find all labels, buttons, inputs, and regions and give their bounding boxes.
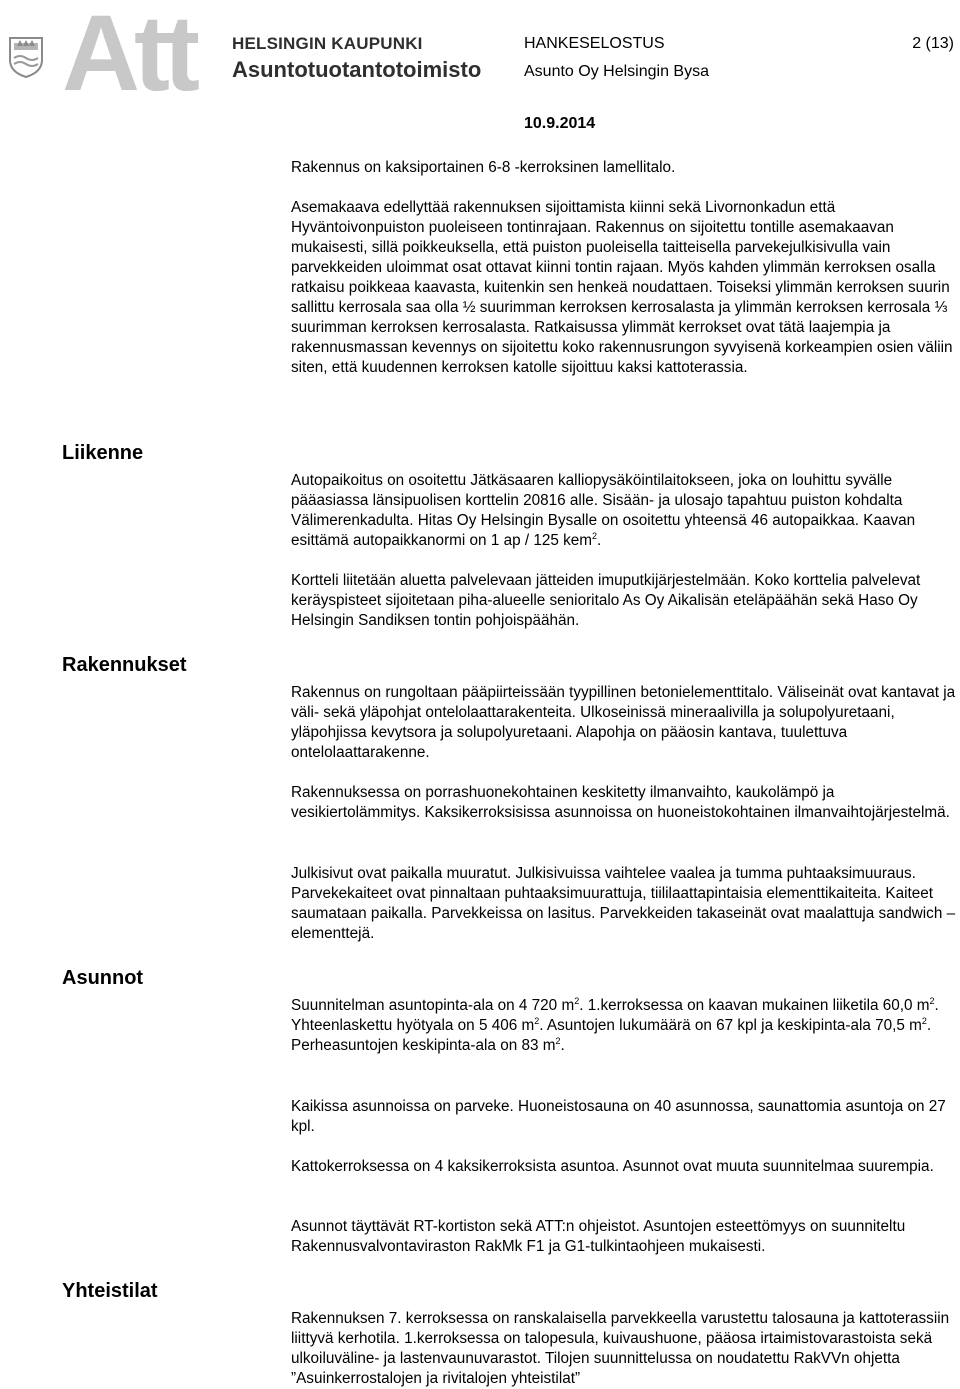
heading-asunnot: Asunnot — [62, 967, 144, 989]
page-number: 2 (13) — [912, 35, 954, 52]
document-date: 10.9.2014 — [524, 115, 596, 132]
helsinki-crest-icon — [8, 34, 44, 78]
asunnot-paragraph-1: Suunnitelman asuntopinta-ala on 4 720 $m^2$. 1.kerroksessa on kaavan mukainen liiketila 60,0 $m^2$. Yhteenlaskettu hyötyala on 5 406 $m^2$. Asuntojen lukumäärä on 67 kpl ja keskipinta-ala 70,5 $m^2$. Perheasuntojen keskipinta-ala on 83 $m^2$. — [291, 996, 939, 1054]
asunnot-paragraph-3: Kattokerroksessa on 4 kaksikerroksista asuntoa. Asunnot ovat muuta suunnitelmaa suurempia. — [291, 1158, 934, 1175]
heading-liikenne: Liikenne — [62, 442, 144, 464]
heading-yhteistilat: Yhteistilat — [62, 1280, 158, 1302]
att-logo-text: Att — [62, 4, 194, 100]
office-name: Asuntotuotantotoimisto — [232, 57, 482, 82]
document-type: HANKESELOSTUS — [524, 35, 665, 52]
liikenne-paragraph-1: Autopaikoitus on osoitettu Jätkäsaaren kalliopysäköintilaitokseen, joka on louhittu syvälle pääasiassa länsipuolisen korttelin 20816 alle. Sisään- ja ulosajo tapahtuu puiston kohdalta Välimerenkadulta. Hitas Oy Helsingin Bysalle on osoitettu yhteensä 46 autopaikkaa. Kaavan esittämä autopaikkanormi on 1 ap / 125 kem$^2$. — [291, 472, 916, 549]
att-logo — [60, 4, 230, 100]
liikenne-paragraph-2: Kortteli liitetään aluetta palvelevaan jätteiden imuputkijärjestelmään. Koko korttelia palvelevat keräyspisteet sijoitetaan piha-alueelle senioritalo As Oy Aikalisän eteläpäähän sekä Haso Oy Helsingin Sandiksen tontin pohjoispäähän. — [291, 572, 921, 629]
city-name: HELSINGIN KAUPUNKI — [232, 34, 423, 53]
company-name: Asunto Oy Helsingin Bysa — [524, 63, 709, 80]
rakennukset-paragraph-2: Rakennuksessa on porrashuonekohtainen keskitetty ilmanvaihto, kaukolämpö ja vesikiertolämmitys. Kaksikerroksisissa asunnoissa on huoneistokohtainen ilmanvaihtojärjestelmä. — [291, 784, 950, 821]
yhteistilat-paragraph-1: Rakennuksen 7. kerroksessa on ranskalaisella parvekkeella varustettu talosauna ja kattoterassiin liittyvä kerhotila. 1.kerroksessa on talopesula, kuivaushuone, pääosa irtaimistovarastoista sekä ulkoiluväline- ja lastenvaunuvarastot. Tilojen suunnittelussa on noudatettu RakVVn ohjetta ”Asuinkerrostalojen ja rivitalojen yhteistilat” — [291, 1310, 950, 1387]
asunnot-paragraph-2: Kaikissa asunnoissa on parveke. Huoneistosauna on 40 asunnossa, saunattomia asuntoja on 27 kpl. — [291, 1098, 946, 1135]
rakennukset-paragraph-3: Julkisivut ovat paikalla muuratut. Julkisivuissa vaihtelee vaalea ja tumma puhtaaksimuuraus. Parvekekaiteet ovat pinnaltaan puhtaaksimuurattuja, tiililaattapintaisia elementtikaiteita. Kaiteet saumataan paikalla. Parvekkeissa on lasitus. Parvekkeiden takaseinät ovat maalattuja sandwich –elementtejä. — [291, 865, 956, 942]
rakennukset-paragraph-1: Rakennus on rungoltaan pääpiirteissään tyypillinen betonielementtitalo. Väliseinät ovat kantavat ja väli- sekä yläpohjat ontelolaattarakenteita. Ulkoseinissä mineraalivilla ja solupolyuretaani, yläpohjissa kevytsora ja solupolyuretaani. Alapohja on pääosin kantava, tuulettuva ontelolaattarakenne. — [291, 684, 956, 761]
heading-rakennukset: Rakennukset — [62, 654, 187, 676]
intro-paragraph-2: Asemakaava edellyttää rakennuksen sijoittamista kiinni sekä Livornonkadun että Hyväntoivonpuiston puoleiseen tontinrajaan. Rakennus on sijoitettu tontille asemakaavan mukaisesti, sillä poikkeuksella, että puiston puoleisella taitteisella parvekejulkisivulla vain parvekkeiden uloimmat osat ottavat kiinni tontin rajaan. Myös kahden ylimmän kerroksen osalla ratkaisu poikkeaa kaavasta, kuitenkin sen henkeä noudattaen. Toiseksi ylimmän kerroksen suurin sallittu kerrosala saa olla ½ suurimman kerroksen kerrosalasta ja ylimmän kerroksen kerrosala ⅓ suurimman kerroksen kerrosalasta. Ratkaisussa ylimmät kerrokset ovat tätä laajempia ja rakennusmassan kevennys on sijoitettu koko rakennusrungon syvyisenä korkeampien osien väliin siten, että kuudennen kerroksen katolle sijoittuu kaksi kattoterassia. — [291, 199, 953, 376]
asunnot-paragraph-4: Asunnot täyttävät RT-kortiston sekä ATT:n ohjeistot. Asuntojen esteettömyys on suunniteltu Rakennusvalvontaviraston RakMk F1 ja G1-tulkintaohjeen mukaisesti. — [291, 1218, 906, 1255]
intro-paragraph-1: Rakennus on kaksiportainen 6-8 -kerroksinen lamellitalo. — [291, 159, 676, 176]
